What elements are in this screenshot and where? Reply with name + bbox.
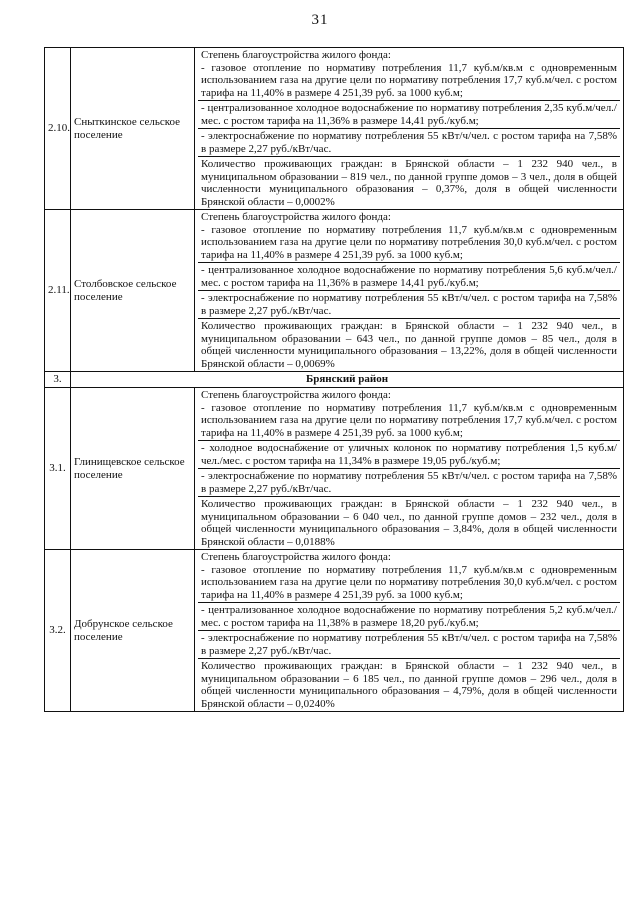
settlement-name: Сныткинское сельское поселение <box>71 48 195 210</box>
description-text: Количество проживающих граждан: в Брянской области – 1 232 940 чел., в муниципальном образовании – 6 185 чел., по данной группе домов – 296 чел., доля в общей численности муниципального образования – 4,79%, доля в общей численности Брянской области – 0,0240% <box>201 660 617 710</box>
row-number: 3. <box>45 372 71 388</box>
description-block <box>198 156 620 209</box>
description-block <box>198 550 620 602</box>
page-number: 31 <box>311 12 329 28</box>
settlement-name: Столбовское сельское поселение <box>71 210 195 372</box>
settlement-name: Добрунское сельское поселение <box>71 550 195 712</box>
description-cell <box>195 48 624 210</box>
description-block <box>198 210 620 262</box>
description-text: Степень благоустройства жилого фонда: <box>201 211 391 223</box>
description-text: Количество проживающих граждан: в Брянской области – 1 232 940 чел., в муниципальном образовании – 819 чел., по данной группе домов – 3 чел., доля в общей численности муниципального образования – 0,37%, доля в общей численности Брянской области – 0,0002% <box>201 158 617 208</box>
description-cell <box>195 388 624 550</box>
description-block <box>198 48 620 100</box>
row-number: 2.11. <box>45 210 71 372</box>
description-block <box>198 290 620 318</box>
description-block <box>198 128 620 156</box>
table-row <box>45 388 624 550</box>
description-block <box>198 496 620 549</box>
description-block <box>198 440 620 468</box>
description-text: - газовое отопление по нормативу потребления 11,7 куб.м/кв.м с одновременным использованием газа на другие цели по нормативу потребления 30,0 куб.м/чел. с ростом тарифа на 11,40% в размере 4 251,39 руб. за 1000 куб.м; <box>201 223 617 261</box>
row-number: 3.2. <box>45 550 71 712</box>
description-text: - централизованное холодное водоснабжение по нормативу потребления 5,6 куб.м/чел./мес. с ростом тарифа на 11,36% в размере 14,41 руб./куб.м; <box>201 264 617 289</box>
description-text: - газовое отопление по нормативу потребления 11,7 куб.м/кв.м с одновременным использованием газа на другие цели по нормативу потребления 17,7 куб.м/чел. с ростом тарифа на 11,40% в размере 4 251,39 руб. за 1000 куб.м; <box>201 61 617 99</box>
description-text: Степень благоустройства жилого фонда: <box>201 551 391 563</box>
description-text: - электроснабжение по нормативу потребления 55 кВт/ч/чел. с ростом тарифа на 7,58% в размере 2,27 руб./кВт/час. <box>201 130 617 155</box>
row-number: 3.1. <box>45 388 71 550</box>
description-block <box>198 468 620 496</box>
table-row <box>45 550 624 712</box>
description-block <box>198 602 620 630</box>
description-text: - газовое отопление по нормативу потребления 11,7 куб.м/кв.м с одновременным использованием газа на другие цели по нормативу потребления 30,0 куб.м/чел. с ростом тарифа на 11,40% в размере 4 251,39 руб. за 1000 куб.м; <box>201 563 617 601</box>
description-text: Количество проживающих граждан: в Брянской области – 1 232 940 чел., в муниципальном образовании – 6 040 чел., по данной группе домов – 232 чел., доля в общей численности муниципального образования – 3,84%, доля в общей численности Брянской области – 0,0188% <box>201 498 617 548</box>
description-text: Количество проживающих граждан: в Брянской области – 1 232 940 чел., в муниципальном образовании – 643 чел., по данной группе домов – 85 чел., доля в общей численности муниципального образования – 13,22%, доля в общей численности Брянской области – 0,0069% <box>201 320 617 370</box>
description-block <box>198 388 620 440</box>
description-block <box>198 100 620 128</box>
description-block <box>198 630 620 658</box>
description-cell <box>195 210 624 372</box>
description-text: - холодное водоснабжение от уличных колонок по нормативу потребления 1,5 куб.м/чел./мес. с ростом тарифа на 11,34% в размере 19,05 руб./куб.м; <box>201 442 617 467</box>
row-number: 2.10. <box>45 48 71 210</box>
description-text: - централизованное холодное водоснабжение по нормативу потребления 5,2 куб.м/чел./мес. с ростом тарифа на 11,38% в размере 18,20 руб./куб.м; <box>201 604 617 629</box>
settlement-name: Глинищевское сельское поселение <box>71 388 195 550</box>
region-row <box>45 372 624 388</box>
description-text: - электроснабжение по нормативу потребления 55 кВт/ч/чел. с ростом тарифа на 7,58% в размере 2,27 руб./кВт/час. <box>201 292 617 317</box>
description-text: - централизованное холодное водоснабжение по нормативу потребления 2,35 куб.м/чел./мес. с ростом тарифа на 11,36% в размере 14,41 руб./куб.м; <box>201 102 617 127</box>
tariff-table <box>44 47 624 712</box>
description-text: Степень благоустройства жилого фонда: <box>201 49 391 61</box>
description-text: - электроснабжение по нормативу потребления 55 кВт/ч/чел. с ростом тарифа на 7,58% в размере 2,27 руб./кВт/час. <box>201 470 617 495</box>
table-row <box>45 48 624 210</box>
description-text: Степень благоустройства жилого фонда: <box>201 389 391 401</box>
description-block <box>198 318 620 371</box>
region-heading: Брянский район <box>71 372 624 388</box>
description-cell <box>195 550 624 712</box>
description-text: - газовое отопление по нормативу потребления 11,7 куб.м/кв.м с одновременным использованием газа на другие цели по нормативу потребления 17,7 куб.м/чел. с ростом тарифа на 11,40% в размере 4 251,39 руб. за 1000 куб.м; <box>201 401 617 439</box>
description-block <box>198 262 620 290</box>
table-row <box>45 210 624 372</box>
description-block <box>198 658 620 711</box>
description-text: - электроснабжение по нормативу потребления 55 кВт/ч/чел. с ростом тарифа на 7,58% в размере 2,27 руб./кВт/час. <box>201 632 617 657</box>
